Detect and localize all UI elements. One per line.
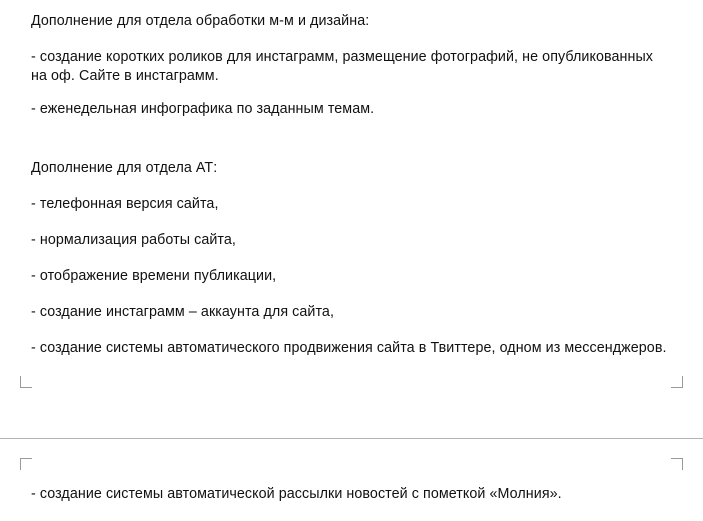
paragraph-heading-at: Дополнение для отдела АТ:	[31, 160, 218, 176]
document-page-2	[0, 445, 703, 521]
paragraph-spacer	[31, 86, 673, 100]
crop-mark-bottom-left-icon	[20, 376, 32, 388]
paragraph-spacer	[31, 178, 673, 195]
paragraph-at-item-5: - создание системы автоматического продвижения сайта в Твиттере, одном из мессенджеров.	[31, 340, 667, 356]
crop-mark-bottom-right-icon	[671, 376, 683, 388]
paragraph-design-item-2: - еженедельная инфографика по заданным темам.	[31, 101, 375, 117]
page-top-margin	[31, 445, 673, 485]
paragraph-heading-design: Дополнение для отдела обработки м-м и дизайна:	[31, 13, 370, 29]
paragraph-at-item-6: - создание системы автоматической рассылки новостей с пометкой «Молния».	[31, 486, 562, 502]
paragraph-spacer	[31, 250, 673, 267]
paragraph-at-item-1: - телефонная версия сайта,	[31, 196, 219, 212]
paragraph-spacer	[31, 322, 673, 339]
paragraph-at-item-3: - отображение времени публикации,	[31, 268, 277, 284]
section-spacer	[31, 119, 673, 159]
page-separator	[0, 438, 703, 445]
paragraph-at-item-2: - нормализация работы сайта,	[31, 232, 236, 248]
paragraph-at-item-4: - создание инстаграмм – аккаунта для сайта,	[31, 304, 335, 320]
paragraph-spacer	[31, 214, 673, 231]
paragraph-spacer	[31, 31, 673, 48]
paragraph-spacer	[31, 286, 673, 303]
paragraph-design-item-1: - создание коротких роликов для инстаграмм, размещение фотографий, не опубликованных на оф. Сайте в инстаграмм.	[31, 49, 654, 84]
